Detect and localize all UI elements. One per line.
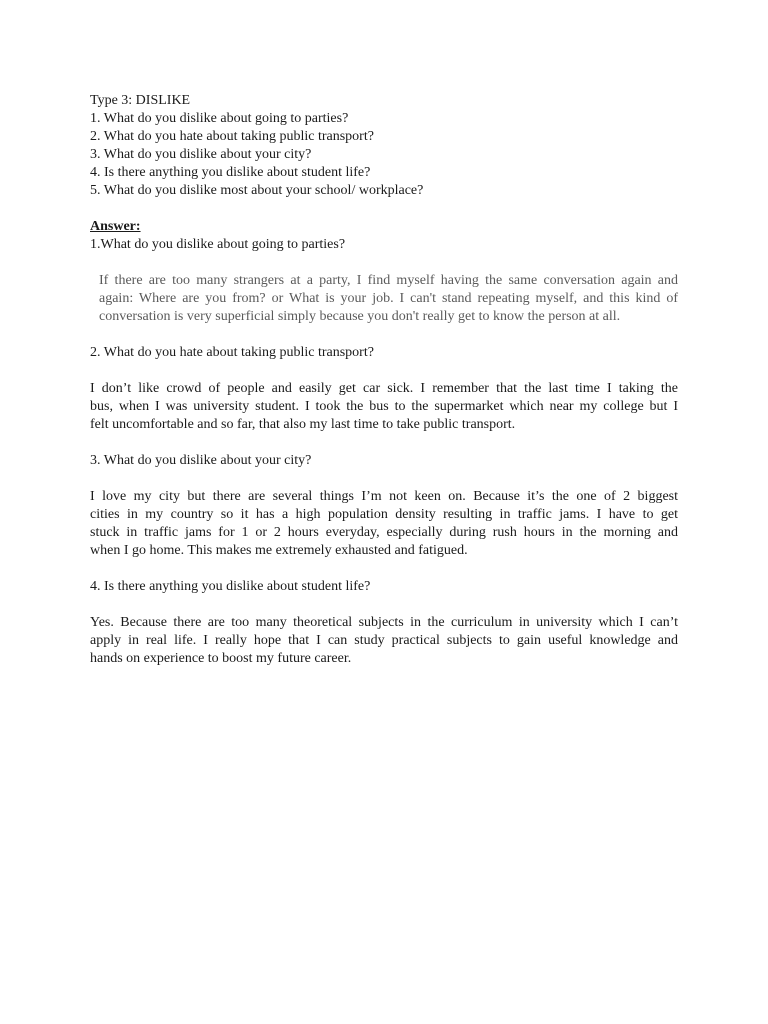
answer-line: felt uncomfortable and so far, that also my last time to take public transport.	[90, 417, 516, 432]
answer-question-2: 2. What do you hate about taking public transport?	[90, 345, 374, 360]
answer-question-4: 4. Is there anything you dislike about student life?	[90, 579, 371, 594]
answer-line: I love my city but there are several things I’m not keen on. Because it’s the one of 2 biggest	[90, 489, 678, 504]
answer-line: apply in real life. I really hope that I can study practical subjects to gain useful knowledge and	[90, 633, 678, 648]
answer-paragraph-3	[90, 488, 678, 560]
document-page	[90, 92, 678, 686]
answer-line: If there are too many strangers at a party, I find myself having the same conversation again and	[99, 273, 678, 288]
question-item: 2. What do you hate about taking public transport?	[90, 129, 374, 144]
answer-heading: Answer:	[90, 219, 141, 234]
answer-paragraph-2	[90, 380, 678, 434]
question-item: 1. What do you dislike about going to parties?	[90, 111, 349, 126]
answer-line: conversation is very superficial simply because you don't really get to know the person at all.	[99, 309, 621, 324]
answer-line: again: Where are you from? or What is your job. I can't stand repeating myself, and this kind of	[99, 291, 678, 306]
answer-question-1: 1.What do you dislike about going to parties?	[90, 237, 346, 252]
question-item: 4. Is there anything you dislike about student life?	[90, 165, 371, 180]
answer-line: when I go home. This makes me extremely exhausted and fatigued.	[90, 543, 468, 558]
answer-line: I don’t like crowd of people and easily get car sick. I remember that the last time I taking the	[90, 381, 678, 396]
answer-line: bus, when I was university student. I took the bus to the supermarket which near my college but I	[90, 399, 678, 414]
answer-line: stuck in traffic jams for 1 or 2 hours everyday, especially during rush hours in the morning and	[90, 525, 678, 540]
question-item: 5. What do you dislike most about your school/ workplace?	[90, 183, 424, 198]
question-item: 3. What do you dislike about your city?	[90, 147, 312, 162]
answer-quote-1	[99, 272, 678, 326]
document-heading: Type 3: DISLIKE	[90, 93, 191, 108]
answer-question-3: 3. What do you dislike about your city?	[90, 453, 312, 468]
answer-paragraph-4	[90, 614, 678, 668]
question-list	[90, 110, 678, 200]
answer-line: cities in my country so it has a high population density resulting in traffic jams. I have to get	[90, 507, 678, 522]
answer-line: hands on experience to boost my future career.	[90, 651, 352, 666]
answer-line: Yes. Because there are too many theoretical subjects in the curriculum in university which I can’t	[90, 615, 678, 630]
